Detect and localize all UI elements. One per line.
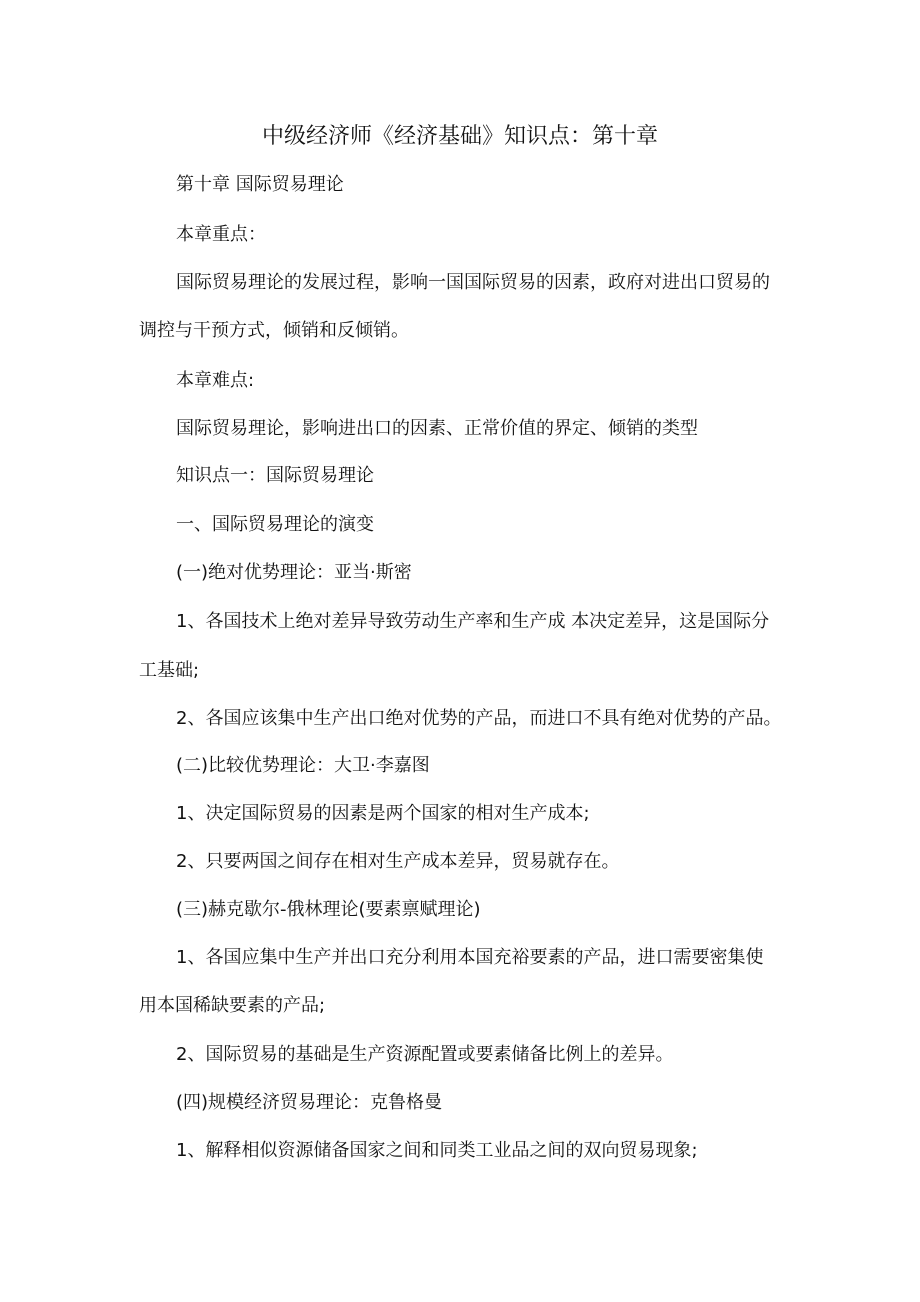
section-heading: 一、国际贸易理论的演变 [176, 514, 374, 535]
subsection-comparative-advantage: (二)比较优势理论：大卫·李嘉图 [176, 755, 430, 776]
chapter-heading: 第十章 国际贸易理论 [176, 174, 344, 195]
knowledge-point-heading: 知识点一：国际贸易理论 [176, 465, 374, 486]
document-title: 中级经济师《经济基础》知识点：第十章 [261, 124, 658, 149]
list-item: 2、国际贸易的基础是生产资源配置或要素储备比例上的差异。 [176, 1044, 674, 1065]
key-points-text-line-1: 国际贸易理论的发展过程，影响一国国际贸易的因素，政府对进出口贸易的 [176, 272, 770, 293]
list-item: 2、只要两国之间存在相对生产成本差异，贸易就存在。 [176, 851, 620, 872]
subsection-absolute-advantage: (一)绝对优势理论：亚当·斯密 [176, 562, 412, 583]
subsection-economies-of-scale: (四)规模经济贸易理论：克鲁格曼 [176, 1092, 443, 1113]
key-points-text-line-2: 调控与干预方式，倾销和反倾销。 [139, 320, 409, 341]
list-item: 1、决定国际贸易的因素是两个国家的相对生产成本; [176, 803, 590, 824]
list-item-line-2: 工基础; [139, 660, 200, 681]
list-item-line-1: 1、各国技术上绝对差异导致劳动生产率和生产成 本决定差异，这是国际分 [176, 611, 770, 632]
list-item-line-2: 用本国稀缺要素的产品; [139, 995, 326, 1016]
difficult-points-text: 国际贸易理论，影响进出口的因素、正常价值的界定、倾销的类型 [176, 418, 698, 439]
list-item: 1、解释相似资源储备国家之间和同类工业品之间的双向贸易现象; [176, 1140, 698, 1161]
list-item-line-1: 1、各国应集中生产并出口充分利用本国充裕要素的产品，进口需要密集使 [176, 947, 764, 968]
list-item: 2、各国应该集中生产出口绝对优势的产品，而进口不具有绝对优势的产品。 [176, 708, 782, 729]
subsection-heckscher-ohlin: (三)赫克歇尔-俄林理论(要素禀赋理论) [176, 899, 481, 920]
key-points-label: 本章重点： [176, 224, 266, 245]
difficult-points-label: 本章难点: [176, 370, 255, 391]
